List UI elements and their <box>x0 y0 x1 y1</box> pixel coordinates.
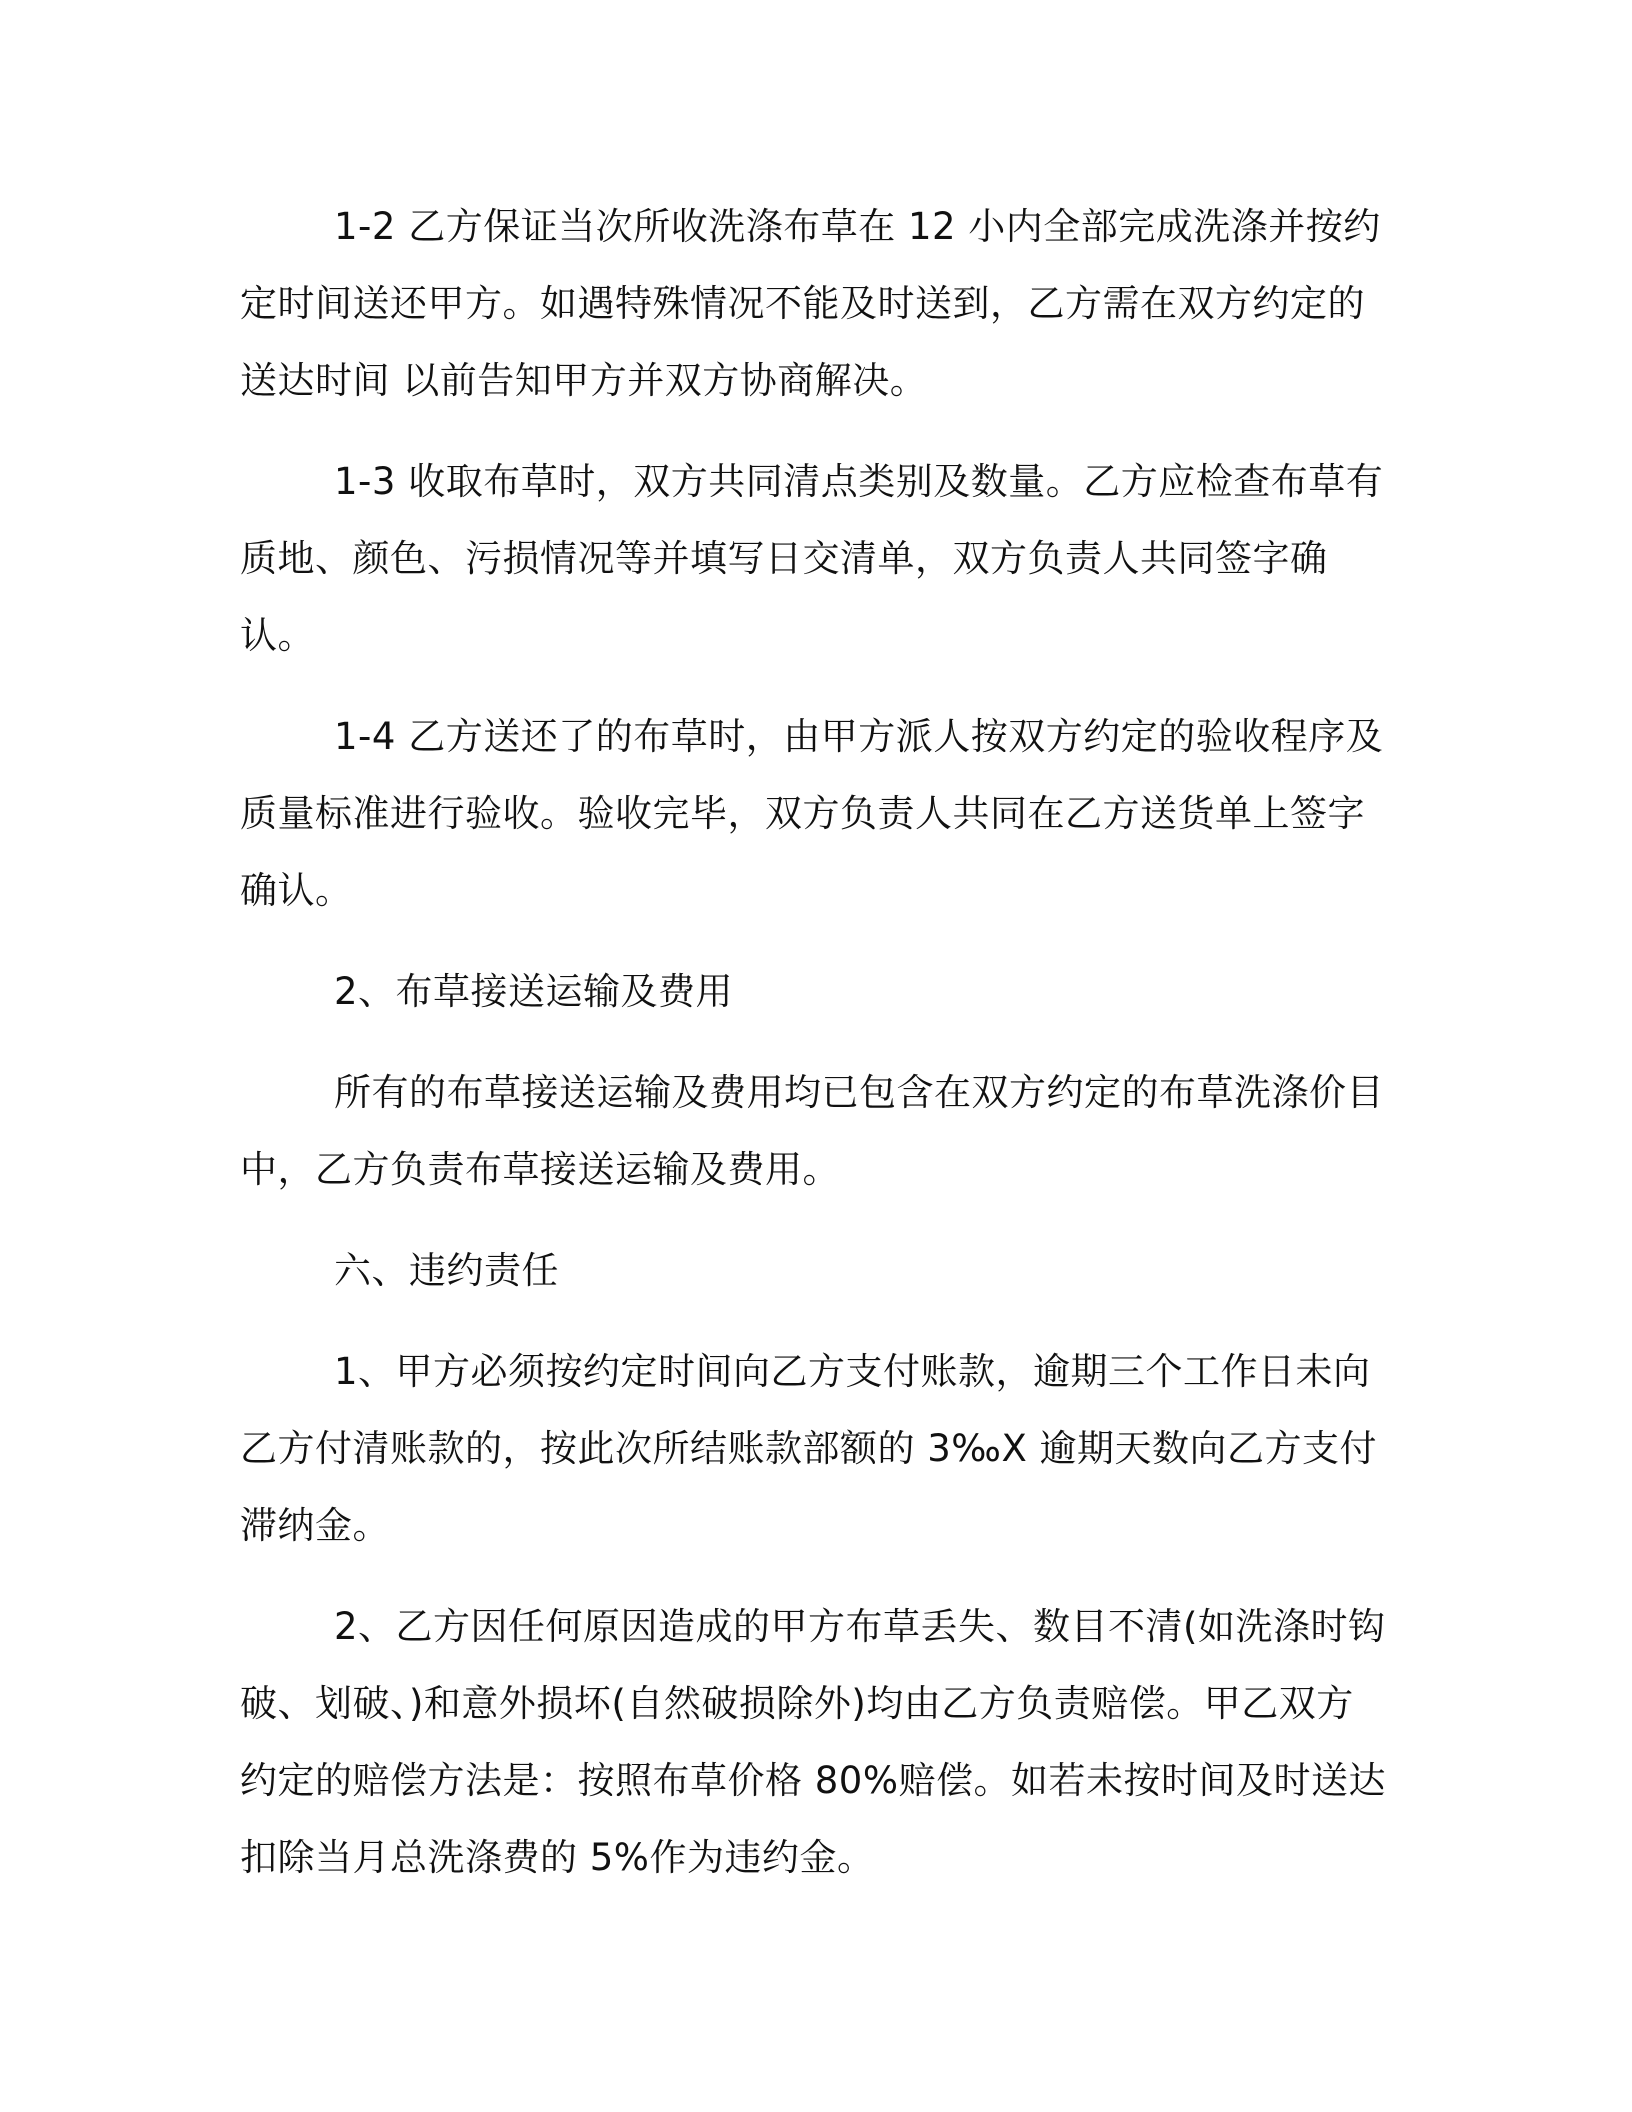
document-body <box>240 188 1390 1896</box>
transport-clause: 所有的布草接送运输及费用均已包含在双方约定的布草洗涤价目中，乙方负责布草接送运输及费用。 <box>240 1071 1384 1191</box>
clause-1-4: 1-4 乙方送还了的布草时，由甲方派人按双方约定的验收程序及质量标准进行验收。验收完毕，双方负责人共同在乙方送货单上签字确认。 <box>240 715 1384 912</box>
liability-clause-1: 1、甲方必须按约定时间向乙方支付账款，逾期三个工作日未向乙方付清账款的，按此次所结账款部额的 3‰X 逾期天数向乙方支付滞纳金。 <box>240 1350 1378 1547</box>
clause-1-2: 1-2 乙方保证当次所收洗涤布草在 12 小内全部完成洗涤并按约定时间送还甲方。如遇特殊情况不能及时送到，乙方需在双方约定的送达时间 以前告知甲方并双方协商解决。 <box>240 205 1381 402</box>
clause-1-3: 1-3 收取布草时，双方共同清点类别及数量。乙方应检查布草有质地、颜色、污损情况等并填写日交清单，双方负责人共同签字确认。 <box>240 460 1384 657</box>
section-heading-transport: 2、布草接送运输及费用 <box>334 970 734 1013</box>
liability-clause-2: 2、乙方因任何原因造成的甲方布草丢失、数目不清(如洗涤时钩破、划破、)和意外损坏(自然破损除外)均由乙方负责赔偿。甲乙双方约定的赔偿方法是：按照布草价格 80%赔偿。如若未按时间及时送达扣除当月总洗涤费的 5%作为违约金。 <box>240 1605 1386 1879</box>
section-heading-liability: 六、违约责任 <box>334 1249 559 1292</box>
